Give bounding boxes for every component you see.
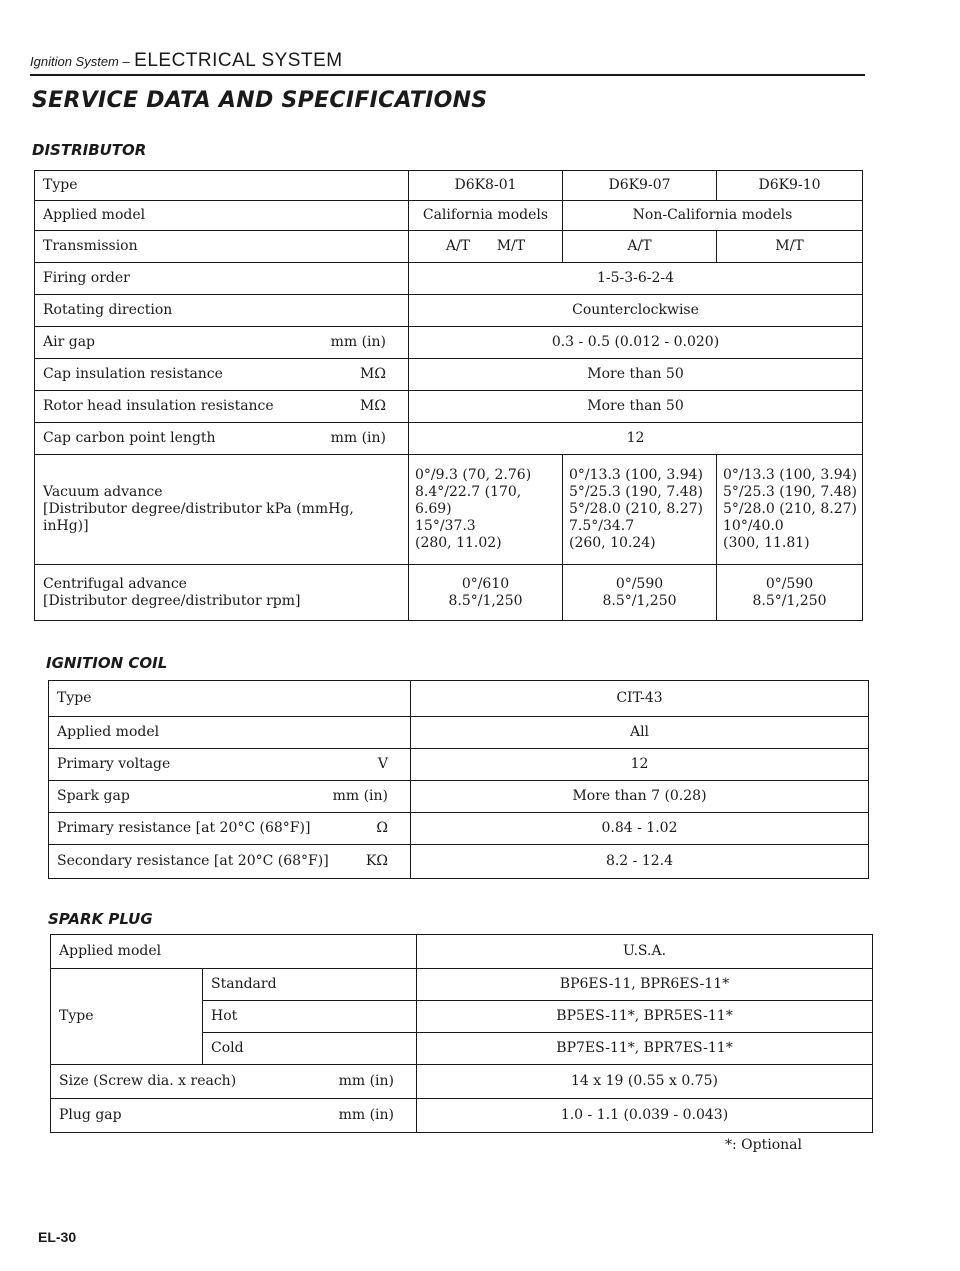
table-row bbox=[35, 359, 863, 391]
value-line: 0°/610 bbox=[461, 575, 510, 592]
table-row bbox=[49, 813, 869, 845]
row-label: Firing order bbox=[35, 263, 409, 295]
row-label: Cap insulation resistance bbox=[43, 366, 223, 382]
value-line: 15°/37.3 bbox=[415, 518, 476, 534]
value-cell: CIT-43 bbox=[411, 681, 869, 717]
type-sublabel: Cold bbox=[203, 1033, 417, 1065]
value-cell: 12 bbox=[409, 423, 863, 455]
value-line: 0°/13.3 (100, 3.94) bbox=[723, 467, 857, 483]
footnote: *: Optional bbox=[725, 1137, 802, 1153]
row-label: Centrifugal advance bbox=[43, 575, 187, 592]
value-cell: More than 7 (0.28) bbox=[411, 781, 869, 813]
value-line: 5°/25.3 (190, 7.48) bbox=[569, 484, 703, 500]
value-line: 7.5°/34.7 bbox=[569, 518, 635, 534]
row-label-cell bbox=[49, 781, 411, 813]
row-label-cell bbox=[49, 749, 411, 781]
value-line: 0°/13.3 (100, 3.94) bbox=[569, 467, 703, 483]
model-d6k9-07: D6K9-07 bbox=[563, 171, 717, 201]
value-line: 0°/590 bbox=[615, 575, 664, 592]
unit-label: mm (in) bbox=[330, 334, 386, 350]
type-sublabel: Standard bbox=[203, 969, 417, 1001]
value-cell bbox=[717, 565, 863, 621]
row-label-cell bbox=[35, 327, 409, 359]
table-row bbox=[35, 295, 863, 327]
row-label-cell bbox=[51, 1099, 417, 1133]
table-row bbox=[35, 565, 863, 621]
row-label: Air gap bbox=[43, 334, 96, 350]
row-label: Plug gap bbox=[59, 1107, 122, 1123]
table-row bbox=[51, 935, 873, 969]
row-label: Type bbox=[35, 171, 409, 201]
table-row bbox=[35, 455, 863, 565]
spark-plug-title: SPARK PLUG bbox=[48, 910, 153, 928]
row-label: Rotor head insulation resistance bbox=[43, 398, 274, 414]
value-line: (300, 11.81) bbox=[723, 535, 810, 551]
row-label-cell bbox=[51, 1065, 417, 1099]
value-line: (280, 11.02) bbox=[415, 535, 502, 551]
value-line: 5°/28.0 (210, 8.27) bbox=[569, 501, 703, 517]
value-line: (260, 10.24) bbox=[569, 535, 656, 551]
row-label-cell bbox=[35, 359, 409, 391]
row-label-cell bbox=[35, 391, 409, 423]
value-cell: BP6ES-11, BPR6ES-11* bbox=[417, 969, 873, 1001]
table-row bbox=[35, 391, 863, 423]
value-cell bbox=[563, 455, 717, 565]
row-label-cell bbox=[49, 845, 411, 879]
value-line: 8.4°/22.7 (170, 6.69) bbox=[415, 484, 522, 517]
value-cell: 0.3 - 0.5 (0.012 - 0.020) bbox=[409, 327, 863, 359]
value-cell: Non-California models bbox=[563, 201, 863, 231]
value-line: 5°/25.3 (190, 7.48) bbox=[723, 484, 857, 500]
row-label-cell bbox=[49, 813, 411, 845]
value-cell: 8.2 - 12.4 bbox=[411, 845, 869, 879]
row-label: Applied model bbox=[57, 724, 160, 740]
row-label-cell bbox=[35, 565, 409, 621]
value-cell: A/T bbox=[563, 231, 717, 263]
table-row bbox=[35, 327, 863, 359]
table-row bbox=[51, 969, 873, 1001]
unit-label: KΩ bbox=[365, 853, 388, 869]
table-row bbox=[35, 231, 863, 263]
page-title: SERVICE DATA AND SPECIFICATIONS bbox=[32, 88, 488, 113]
page-number: EL-30 bbox=[38, 1229, 77, 1245]
unit-label: mm (in) bbox=[330, 430, 386, 446]
value-cell: All bbox=[411, 717, 869, 749]
distributor-title: DISTRIBUTOR bbox=[32, 141, 147, 159]
row-label: Primary voltage bbox=[57, 756, 171, 772]
row-label: Type bbox=[57, 690, 92, 706]
header-chapter: ELECTRICAL SYSTEM bbox=[134, 50, 343, 71]
value-line: 8.5°/1,250 bbox=[448, 592, 523, 609]
table-row bbox=[49, 845, 869, 879]
value-line: 10°/40.0 bbox=[723, 518, 784, 534]
value-line: 0°/9.3 (70, 2.76) bbox=[415, 467, 532, 483]
table-row bbox=[35, 201, 863, 231]
value-cell: U.S.A. bbox=[417, 935, 873, 969]
row-label: Vacuum advance bbox=[43, 484, 163, 500]
value-cell bbox=[717, 455, 863, 565]
row-label: Type bbox=[51, 969, 203, 1065]
unit-label: mm (in) bbox=[338, 1073, 394, 1089]
type-sublabel: Hot bbox=[203, 1001, 417, 1033]
value-line: 8.5°/1,250 bbox=[752, 592, 827, 609]
value-cell: 0.84 - 1.02 bbox=[411, 813, 869, 845]
row-label-cell bbox=[49, 681, 411, 717]
row-label-cell bbox=[35, 455, 409, 565]
row-label-detail: [Distributor degree/distributor rpm] bbox=[43, 592, 301, 609]
value-cell: 1.0 - 1.1 (0.039 - 0.043) bbox=[417, 1099, 873, 1133]
unit-label: V bbox=[377, 756, 388, 772]
value-cell: More than 50 bbox=[409, 391, 863, 423]
value-line: 5°/28.0 (210, 8.27) bbox=[723, 501, 857, 517]
value-cell: BP7ES-11*, BPR7ES-11* bbox=[417, 1033, 873, 1065]
model-d6k8-01: D6K8-01 bbox=[409, 171, 563, 201]
row-label-cell bbox=[35, 423, 409, 455]
row-label-cell bbox=[49, 717, 411, 749]
value-cell bbox=[409, 565, 563, 621]
unit-label: Ω bbox=[376, 820, 388, 836]
header-section: Ignition System – bbox=[30, 54, 130, 69]
row-label: Transmission bbox=[35, 231, 409, 263]
ignition-coil-title: IGNITION COIL bbox=[46, 654, 168, 672]
spark-plug-table bbox=[50, 934, 873, 1133]
table-row bbox=[51, 1099, 873, 1133]
row-label: Applied model bbox=[51, 935, 417, 969]
row-label: Primary resistance [at 20°C (68°F)] bbox=[57, 820, 311, 836]
table-row bbox=[49, 749, 869, 781]
running-header bbox=[30, 50, 865, 76]
value-line: 0°/590 bbox=[765, 575, 814, 592]
row-label: Secondary resistance [at 20°C (68°F)] bbox=[57, 853, 329, 869]
value-cell: M/T bbox=[717, 231, 863, 263]
row-label-detail: [Distributor degree/distributor kPa (mmHg, inHg)] bbox=[43, 501, 354, 534]
value-cell: BP5ES-11*, BPR5ES-11* bbox=[417, 1001, 873, 1033]
value-cell: 1-5-3-6-2-4 bbox=[409, 263, 863, 295]
distributor-table bbox=[34, 170, 863, 621]
value-cell: 14 x 19 (0.55 x 0.75) bbox=[417, 1065, 873, 1099]
unit-label: MΩ bbox=[360, 398, 386, 414]
unit-label: mm (in) bbox=[332, 788, 388, 804]
table-row bbox=[49, 717, 869, 749]
value-cell bbox=[409, 455, 563, 565]
table-row bbox=[49, 681, 869, 717]
value-cell bbox=[563, 565, 717, 621]
table-row bbox=[49, 781, 869, 813]
value-cell: 12 bbox=[411, 749, 869, 781]
row-label: Spark gap bbox=[57, 788, 130, 804]
value-line: 8.5°/1,250 bbox=[602, 592, 677, 609]
table-row bbox=[35, 171, 863, 201]
table-row bbox=[35, 263, 863, 295]
value-cell: California models bbox=[409, 201, 563, 231]
row-label: Size (Screw dia. x reach) bbox=[59, 1073, 237, 1089]
row-label: Cap carbon point length bbox=[43, 430, 216, 446]
value-cell: More than 50 bbox=[409, 359, 863, 391]
row-label: Applied model bbox=[35, 201, 409, 231]
ignition-coil-table bbox=[48, 680, 869, 879]
value-cell: A/T M/T bbox=[409, 231, 563, 263]
row-label: Rotating direction bbox=[35, 295, 409, 327]
table-row bbox=[35, 423, 863, 455]
model-d6k9-10: D6K9-10 bbox=[717, 171, 863, 201]
table-row bbox=[51, 1065, 873, 1099]
unit-label: mm (in) bbox=[338, 1107, 394, 1123]
unit-label: MΩ bbox=[360, 366, 386, 382]
value-cell: Counterclockwise bbox=[409, 295, 863, 327]
